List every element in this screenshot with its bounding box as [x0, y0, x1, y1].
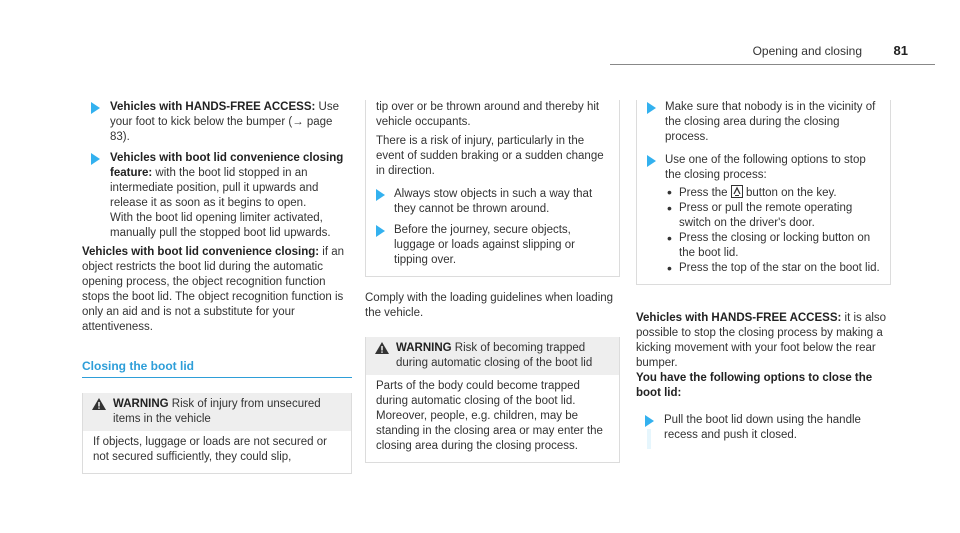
- hands-free-paragraph: [636, 311, 891, 371]
- list-item-text: Press the: [679, 187, 731, 199]
- boot-lid-key-icon: [731, 185, 743, 198]
- list-item: [665, 185, 880, 201]
- step-convenience-closing: [82, 151, 352, 241]
- section-title: Closing the boot lid: [82, 359, 194, 373]
- step-text: Always stow objects in such a way that they cannot be thrown around.: [394, 188, 593, 215]
- steps-box: [636, 100, 891, 285]
- section-rule: [82, 377, 352, 378]
- stop-options-list: [665, 185, 880, 276]
- paragraph-heading: Vehicles with boot lid convenience closing:: [82, 246, 320, 258]
- warning-continued-text-2: There is a risk of injury, particularly in the event of sudden braking or a sudden change in direction.: [376, 135, 604, 177]
- column-3: [636, 101, 891, 449]
- step-arrow-icon: [376, 225, 385, 237]
- step-heading: Vehicles with boot lid convenience closing feature:: [110, 152, 344, 179]
- step-nobody-in-vicinity: [647, 100, 880, 145]
- step-pull-down-lid: [636, 413, 891, 443]
- paragraph-heading: Vehicles with HANDS-FREE ACCESS:: [636, 312, 842, 324]
- step-secure-objects: [376, 223, 609, 268]
- list-item: • Press the closing or locking button on the boot lid.: [665, 231, 880, 261]
- column-2: [365, 101, 620, 463]
- warning-label: WARNING: [396, 342, 452, 354]
- section-closing: [82, 359, 352, 378]
- list-item-text: button on the key.: [742, 187, 837, 199]
- column-1: [82, 100, 352, 474]
- close-options-heading: You have the following options to close the boot lid:: [636, 372, 873, 399]
- warning-title: Risk of injury from unsecured items in the vehicle: [113, 398, 321, 425]
- warning-box-trapped: [365, 337, 620, 463]
- step-arrow-icon: [91, 102, 100, 114]
- step-hands-free: [82, 100, 352, 145]
- loading-guidelines-paragraph: Comply with the loading guidelines when loading the vehicle.: [365, 292, 614, 319]
- step-arrow-icon: [647, 155, 656, 167]
- step-text: with the boot lid stopped in an intermediate position, pull it upwards and release it as soon as it begins to open.: [110, 167, 319, 209]
- list-item: • Press or pull the remote operating switch on the driver's door.: [665, 201, 880, 231]
- warning-triangle-icon: [92, 398, 106, 410]
- step-text: Make sure that nobody is in the vicinity of the closing area during the closing process.: [665, 101, 876, 143]
- page-number: 81: [893, 43, 908, 58]
- step-arrow-icon: [647, 102, 656, 114]
- warning-box-unsecured-items: [82, 393, 352, 474]
- object-recognition-paragraph: [82, 245, 352, 335]
- warning-body: Parts of the body could become trapped during automatic closing of the boot lid. Moreover, people, e.g. children, may be standing in the closing area or may enter the closing area during the closing process.: [376, 380, 603, 452]
- step-bar: [647, 429, 651, 449]
- list-item: • Press the top of the star on the boot lid.: [665, 261, 880, 276]
- page-header-title: Opening and closing: [752, 44, 862, 58]
- step-text-2: With the boot lid opening limiter activated, manually pull the stopped boot lid upwards.: [110, 212, 331, 239]
- warning-body: If objects, luggage or loads are not secured or not secured sufficiently, they could slip,: [93, 436, 327, 463]
- warning-box-continued: [365, 100, 620, 277]
- step-text: Before the journey, secure objects, luggage or loads against slipping or tipping over.: [394, 224, 575, 266]
- warning-continued-text: tip over or be thrown around and thereby hit vehicle occupants.: [376, 101, 600, 128]
- warning-label: WARNING: [113, 398, 169, 410]
- step-arrow-icon: [645, 415, 654, 427]
- warning-triangle-icon: [375, 342, 389, 354]
- header-rule: [610, 64, 935, 65]
- paragraph-text: it is also possible to stop the closing process by making a kicking movement with your foot below the rear bumper.: [636, 312, 887, 369]
- paragraph-text: if an object restricts the boot lid during the automatic opening process, the object recognition function stops the boot lid. The object recognition function is only an aid and is not a substitute for your attentiveness.: [82, 246, 345, 333]
- step-stop-closing: [647, 153, 880, 276]
- step-arrow-icon: [376, 189, 385, 201]
- warning-title: Risk of becoming trapped during automatic closing of the boot lid: [396, 342, 593, 369]
- warning-header: [366, 337, 619, 375]
- warning-header: [83, 393, 351, 431]
- step-heading: Vehicles with HANDS-FREE ACCESS:: [110, 101, 316, 113]
- step-arrow-icon: [91, 153, 100, 165]
- step-text: Use one of the following options to stop the closing process:: [665, 154, 866, 181]
- step-text: Use your foot to kick below the bumper (→ page 83).: [110, 101, 339, 143]
- step-stow-objects: [376, 187, 609, 217]
- step-text: Pull the boot lid down using the handle recess and push it closed.: [664, 414, 861, 441]
